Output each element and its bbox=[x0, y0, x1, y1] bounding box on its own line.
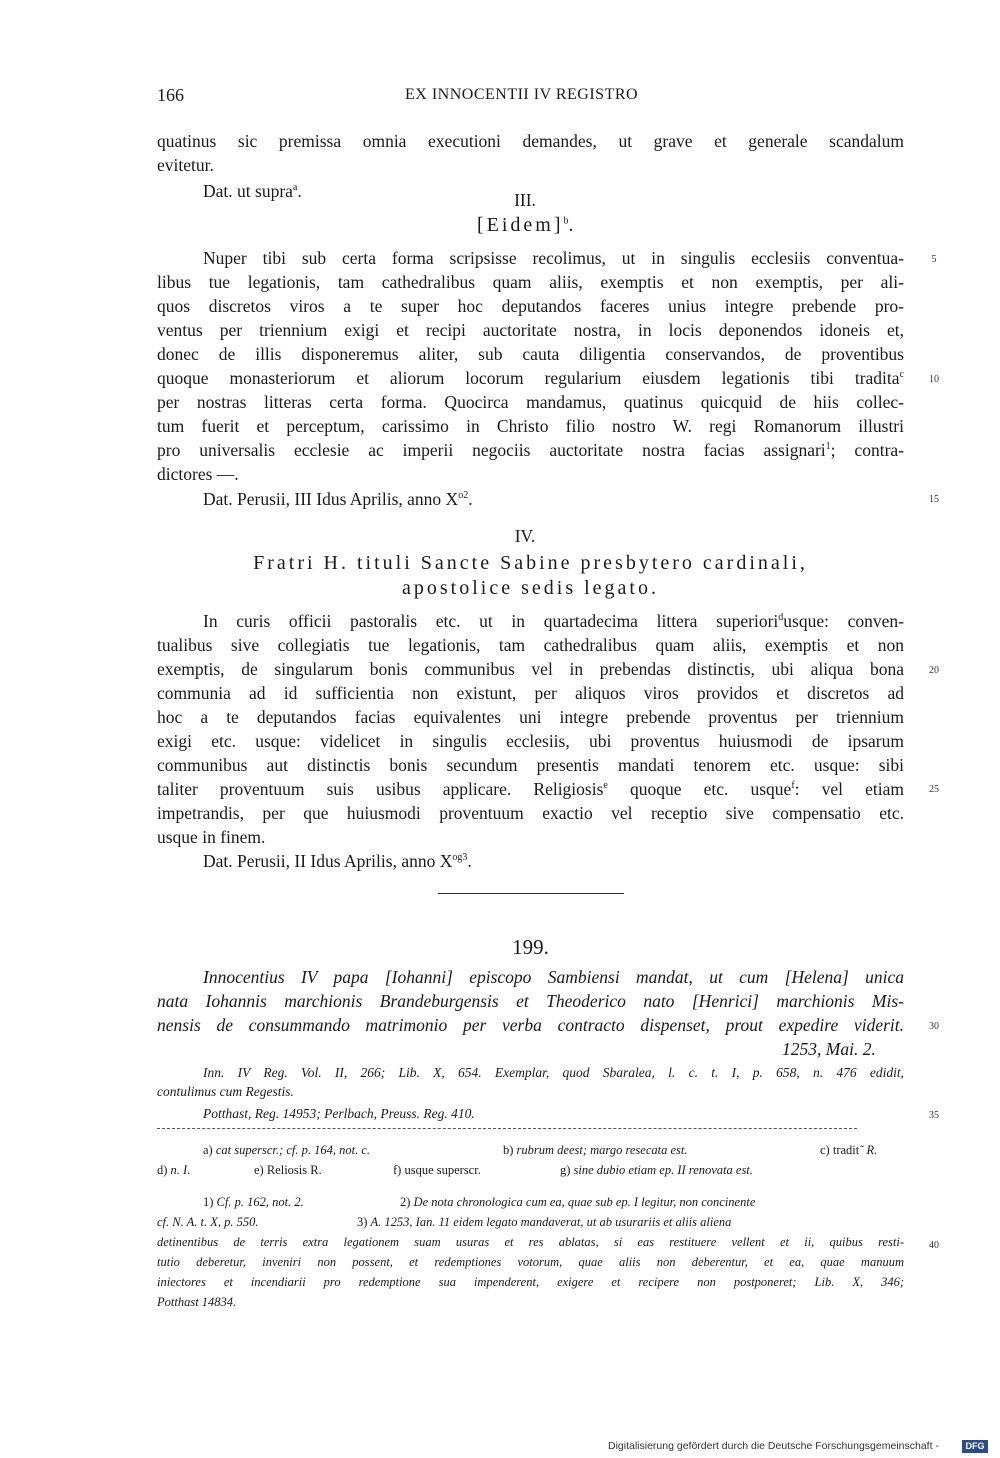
apparatus-note: g) sine dubio etiam ep. II renovata est. bbox=[560, 1163, 753, 1177]
margin-line-number: 15 bbox=[929, 494, 939, 505]
historical-note: Potthast 14834. bbox=[157, 1295, 237, 1309]
historical-note: 2) De nota chronologica cum ea, quae sub ep. I legitur, non concinente bbox=[400, 1195, 756, 1209]
text-line: usque in finem. bbox=[157, 827, 266, 847]
text-line: donec de illis disponeremus aliter, sub cauta diligentia conservandos, de proventibus bbox=[157, 344, 904, 364]
margin-line-number: 40 bbox=[929, 1240, 939, 1251]
text-line: quoque monasteriorum et aliorum locorum regularium eiusdem legationis tibi tradita$^c$ bbox=[157, 368, 904, 388]
historical-note: 3) A. 1253, Ian. 11 eidem legato mandaverat, ut ab usurariis et aliis aliena bbox=[357, 1215, 732, 1229]
source-line: Potthast, Reg. 14953; Perlbach, Preuss. Reg. 410. bbox=[203, 1106, 475, 1121]
letter-address: Fratri H. tituli Sancte Sabine presbytero cardinali, bbox=[253, 552, 808, 574]
dating-clause: Dat. ut supra$^a$. bbox=[203, 181, 302, 201]
text-line: communia ad id sufficientia non existunt, per aliquos viros providos et discretos ad bbox=[157, 683, 904, 703]
historical-note: cf. N. A. t. X, p. 550. bbox=[157, 1215, 259, 1229]
running-title: EX INNOCENTII IV REGISTRO bbox=[405, 86, 639, 103]
margin-line-number: 20 bbox=[929, 665, 939, 676]
footnote-divider bbox=[157, 1128, 857, 1129]
dating-clause: Dat. Perusii, III Idus Aprilis, anno $X^{o2}$. bbox=[203, 489, 473, 509]
regest-line: Innocentius IV papa [Iohanni] episcopo Sambiensi mandat, ut cum [Helena] unica bbox=[203, 967, 904, 987]
digitization-credit: Digitalisierung gefördert durch die Deutsche Forschungsgemeinschaft - bbox=[608, 1440, 939, 1452]
text-line: ventus per triennium exigi et recipi auctoritate nostra, in locis deponendos idoneis et, bbox=[157, 320, 904, 340]
letter-number-iii: III. bbox=[514, 190, 536, 210]
historical-note: tutio deberetur, inveniri non possent, et redemptiones votorum, quae aliis non deberentur, et ea, quae manuum bbox=[157, 1255, 904, 1269]
source-line: Inn. IV Reg. Vol. II, 266; Lib. X, 654. Exemplar, quod Sbaralea, l. c. t. I, p. 658, n. 476 edidit, bbox=[203, 1065, 904, 1080]
section-divider bbox=[438, 893, 624, 894]
text-line: quos discretos viros a te super hoc deputandos faceres unius integre prebende pro- bbox=[157, 296, 904, 316]
regest-line: nensis de consummando matrimonio per verba contracto dispenset, prout expedire viderit. bbox=[157, 1015, 904, 1035]
page-number: 166 bbox=[157, 85, 184, 105]
text-line: communibus aut distinctis bonis secundum presentis mandati tenorem etc. usque: sibi bbox=[157, 755, 904, 775]
apparatus-note: c) tradit˜ R. bbox=[820, 1143, 878, 1157]
text-line: exemptis, de singularum bonis communibus vel in prebendas distinctis, ubi aliqua bona bbox=[157, 659, 904, 679]
text-line: dictores —. bbox=[157, 464, 239, 484]
text-line: impetrandis, per que huiusmodi proventuum exactio vel receptio sive compensatio etc. bbox=[157, 803, 904, 823]
text-line: In curis officii pastoralis etc. ut in quartadecima littera superiori$^d$usque: conven- bbox=[203, 611, 904, 631]
letter-number-iv: IV. bbox=[514, 526, 536, 546]
margin-line-number: 10 bbox=[929, 374, 939, 385]
historical-note: detinentibus de terris extra legationem suam usuras et res ablatas, si eas restituere vellent et ii, quibus resti- bbox=[157, 1235, 904, 1249]
text-line: libus tue legationis, tam cathedralibus quam aliis, exemptis et non exemptis, per ali- bbox=[157, 272, 904, 292]
regest-date: 1253, Mai. 2. bbox=[782, 1039, 876, 1059]
text-line: exigi etc. usque: videlicet in singulis ecclesiis, ubi proventus huiusmodi de ipsarum bbox=[157, 731, 904, 751]
apparatus-note: e) Reliosis R. bbox=[254, 1163, 322, 1177]
margin-line-number: 30 bbox=[929, 1021, 939, 1032]
apparatus-note: a) cat superscr.; cf. p. 164, not. c. bbox=[203, 1143, 370, 1157]
text-line: taliter proventuum suis usibus applicare. Religiosis$^e$ quoque etc. usque$^f$: vel etiam bbox=[157, 779, 904, 799]
apparatus-note: d) n. I. bbox=[157, 1163, 191, 1177]
text-line: tualibus sive collegiatis tue legationis, tam cathedralibus quam aliis, exemptis et non bbox=[157, 635, 904, 655]
text-line: evitetur. bbox=[157, 155, 214, 175]
margin-line-number: 35 bbox=[929, 1110, 939, 1121]
text-line: quatinus sic premissa omnia executioni demandes, ut grave et generale scandalum bbox=[157, 131, 904, 151]
historical-note: iniectores et incendiarii pro redemptione sua impenderent, exigere et recipere non postponeret; Lib. X, 346; bbox=[157, 1275, 904, 1289]
document-number: 199. bbox=[512, 935, 549, 959]
margin-line-number: 25 bbox=[929, 784, 939, 795]
text-line: tum fuerit et perceptum, carissimo in Christo filio nostro W. regi Romanorum illustri bbox=[157, 416, 904, 436]
margin-line-number: 5 bbox=[931, 254, 937, 265]
source-line: contulimus cum Regestis. bbox=[157, 1084, 294, 1099]
text-line: pro universalis ecclesie ac imperii negociis auctoritate nostra facias assignari$^1$; contra- bbox=[157, 440, 904, 460]
text-line: per nostras litteras certa forma. Quocirca mandamus, quatinus quicquid de hiis collec- bbox=[157, 392, 904, 412]
letter-address-eidem: [Eidem]$^b$. bbox=[477, 214, 574, 236]
dfg-logo: DFG bbox=[962, 1440, 988, 1453]
text-line: Nuper tibi sub certa forma scripsisse recolimus, ut in singulis ecclesiis conventua- bbox=[203, 248, 904, 268]
regest-line: nata Iohannis marchionis Brandeburgensis et Theoderico nato [Henrici] marchionis Mis- bbox=[157, 991, 904, 1011]
apparatus-note: b) rubrum deest; margo resecata est. bbox=[503, 1143, 688, 1157]
apparatus-note: f) usque superscr. bbox=[393, 1163, 481, 1177]
dating-clause: Dat. Perusii, II Idus Aprilis, anno $X^{og3}$. bbox=[203, 851, 472, 871]
letter-address: apostolice sedis legato. bbox=[402, 577, 659, 599]
text-line: hoc a te deputandos facias equivalentes uni integre prebende proventus per triennium bbox=[157, 707, 904, 727]
historical-note: 1) Cf. p. 162, not. 2. bbox=[203, 1195, 304, 1209]
